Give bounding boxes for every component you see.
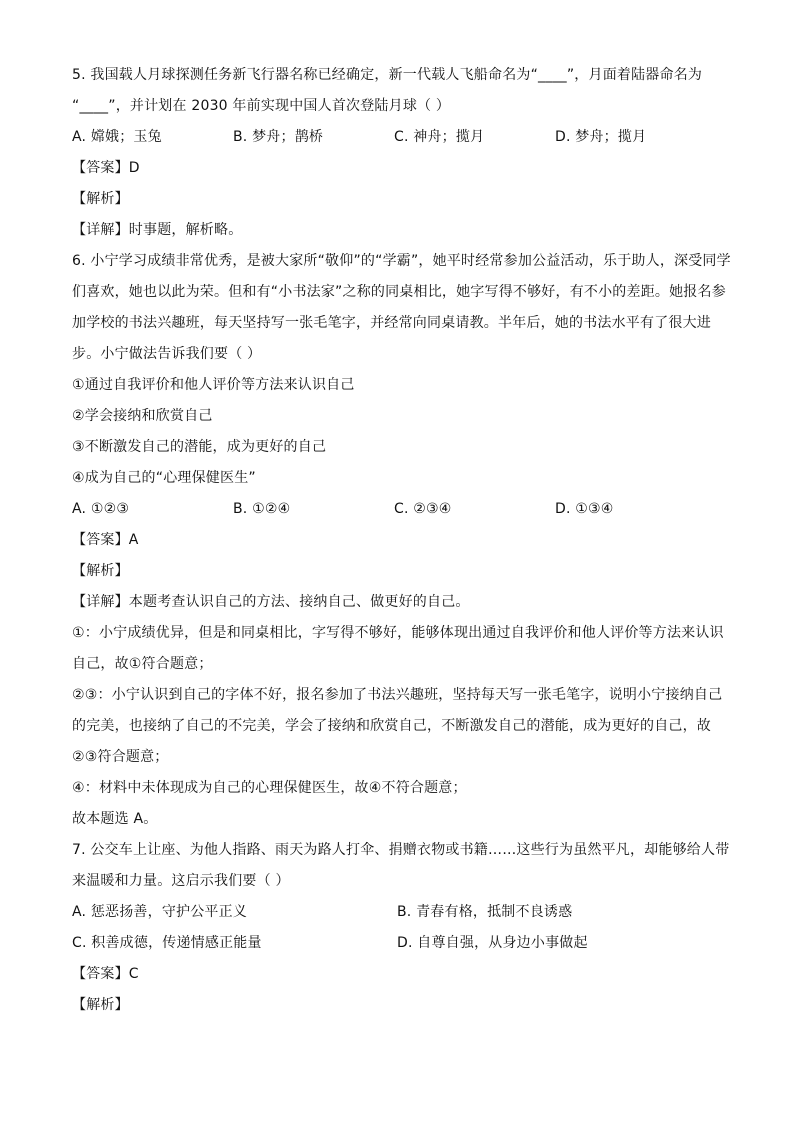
q7-answer: 【答案】C bbox=[72, 966, 139, 982]
q6-item-4: ④成为自己的“心理保健医生” bbox=[72, 470, 256, 486]
q6-stem-line-4: 步。小宁做法告诉我们要（ ） bbox=[72, 346, 262, 362]
q6-detail-line-7: ④：材料中未体现成为自己的心理保健医生，故④不符合题意； bbox=[72, 780, 467, 796]
q5-answer: 【答案】D bbox=[72, 160, 140, 176]
q7-option-b: B. 青春有格，抵制不良诱惑 bbox=[397, 904, 573, 920]
q6-detail-line-6: ②③符合题意； bbox=[72, 749, 169, 765]
q6-stem-line-2: 们喜欢，她也以此为荣。但和有“小书法家”之称的同桌相比，她字写得不够好，有不小的差距。她报名参 bbox=[72, 284, 726, 300]
q6-option-d: D. ①③④ bbox=[555, 501, 614, 517]
q6-detail-line-4: ②③：小宁认识到自己的字体不好，报名参加了书法兴趣班，坚持每天写一张毛笔字，说明小宁接纳自己 bbox=[72, 687, 723, 703]
q5-analysis-label: 【解析】 bbox=[72, 191, 129, 207]
q7-stem-line-1: 7. 公交车上让座、为他人指路、雨天为路人打伞、捐赠衣物或书籍……这些行为虽然平凡，却能够给人带 bbox=[72, 842, 730, 858]
q5-option-d: D. 梦舟；揽月 bbox=[555, 129, 647, 145]
q6-answer: 【答案】A bbox=[72, 532, 139, 548]
q6-detail-line-3: 自己，故①符合题意； bbox=[72, 656, 213, 672]
document-page bbox=[72, 60, 731, 1021]
q6-detail-line-1: 【详解】本题考查认识自己的方法、接纳自己、做更好的自己。 bbox=[72, 594, 470, 610]
q7-options-row-2 bbox=[72, 928, 728, 959]
q5-option-c: C. 神舟；揽月 bbox=[394, 129, 485, 145]
q6-detail-line-2: ①：小宁成绩优异，但是和同桌相比，字写得不够好，能够体现出通过自我评价和他人评价等方法来认识 bbox=[72, 625, 724, 641]
q6-stem-line-1: 6. 小宁学习成绩非常优秀，是被大家所“敬仰”的“学霸”，她平时经常参加公益活动，乐于助人，深受同学 bbox=[72, 253, 731, 269]
q5-options bbox=[72, 122, 728, 153]
q5-stem-line-2: “____”，并计划在 2030 年前实现中国人首次登陆月球（ ） bbox=[72, 98, 451, 114]
q6-item-1: ①通过自我评价和他人评价等方法来认识自己 bbox=[72, 377, 355, 393]
q6-detail-line-5: 的完美，也接纳了自己的不完美，学会了接纳和欣赏自己，不断激发自己的潜能，成为更好的自己，故 bbox=[72, 718, 711, 734]
q7-analysis-label: 【解析】 bbox=[72, 997, 129, 1013]
q5-detail: 【详解】时事题，解析略。 bbox=[72, 222, 243, 238]
q5-option-a: A. 嫦娥；玉兔 bbox=[72, 129, 162, 145]
q7-option-a: A. 惩恶扬善，守护公平正义 bbox=[72, 904, 248, 920]
q7-options-row-1 bbox=[72, 897, 728, 928]
q6-option-a: A. ①②③ bbox=[72, 501, 130, 517]
q7-option-c: C. 积善成德，传递情感正能量 bbox=[72, 935, 262, 951]
q6-detail-line-8: 故本题选 A。 bbox=[72, 811, 158, 827]
q6-item-2: ②学会接纳和欣赏自己 bbox=[72, 408, 213, 424]
q6-option-b: B. ①②④ bbox=[233, 501, 291, 517]
q7-stem-line-2: 来温暖和力量。这启示我们要（ ） bbox=[72, 873, 290, 889]
q6-analysis-label: 【解析】 bbox=[72, 563, 129, 579]
q5-stem-line-1: 5. 我国载人月球探测任务新飞行器名称已经确定，新一代载人飞船命名为“____”，月面着陆器命名为 bbox=[72, 67, 703, 83]
q6-options bbox=[72, 494, 728, 525]
q5-option-b: B. 梦舟；鹊桥 bbox=[233, 129, 324, 145]
q6-stem-line-3: 加学校的书法兴趣班，每天坚持写一张毛笔字，并经常向同桌请教。半年后，她的书法水平有了很大进 bbox=[72, 315, 711, 331]
q6-item-3: ③不断激发自己的潜能，成为更好的自己 bbox=[72, 439, 327, 455]
q6-option-c: C. ②③④ bbox=[394, 501, 452, 517]
q7-option-d: D. 自尊自强，从身边小事做起 bbox=[397, 935, 588, 951]
